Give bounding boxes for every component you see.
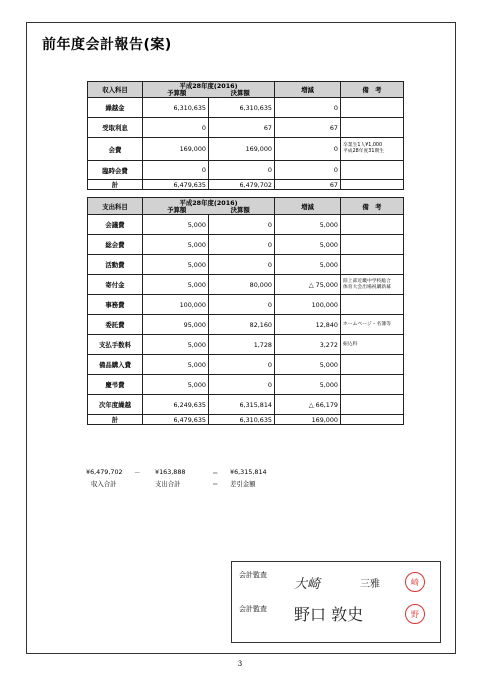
summary-equals-2: ＝ (212, 480, 219, 488)
income-total-budget: 6,479,635 (143, 180, 209, 190)
income-cell-diff: 0 (275, 161, 341, 180)
income-cell-budget: 0 (143, 118, 209, 138)
expense-cell-diff: 3,272 (275, 335, 341, 355)
expense-cell-item: 慶弔費 (88, 375, 143, 395)
expense-cell-diff: 5,000 (275, 255, 341, 275)
summary-expense-value: ¥163,888 (155, 468, 186, 476)
income-cell-settlement: 6,310,635 (209, 98, 275, 118)
expense-cell-note (341, 295, 404, 315)
signature-1-surname: 大崎 (294, 577, 321, 592)
expense-cell-note: ホームページ・名簿等 (341, 315, 404, 335)
expense-cell-diff: △ 66,179 (275, 395, 341, 415)
expense-cell-diff: 5,000 (275, 235, 341, 255)
expense-cell-item: 活動費 (88, 255, 143, 275)
expense-row (88, 355, 404, 375)
income-row (88, 118, 404, 138)
signature-1-given: 三雅 (360, 579, 380, 590)
income-cell-settlement: 169,000 (209, 138, 275, 161)
income-cell-note (341, 161, 404, 180)
summary-balance-label: 差引金額 (230, 480, 256, 488)
expense-total-note (341, 415, 404, 425)
expense-cell-note (341, 355, 404, 375)
income-header-year-label: 平成28年度(2016) (179, 82, 238, 90)
expense-cell-settlement: 0 (209, 235, 275, 255)
expense-cell-note (341, 255, 404, 275)
income-cell-diff: 0 (275, 98, 341, 118)
income-cell-note (341, 118, 404, 138)
expense-total-row (88, 415, 404, 425)
expense-header-settlement: 決算額 (230, 205, 250, 214)
income-row (88, 161, 404, 180)
expense-cell-note (341, 215, 404, 235)
expense-header-item: 支出科目 (88, 198, 143, 215)
expense-row (88, 295, 404, 315)
income-cell-settlement: 67 (209, 118, 275, 138)
income-cell-item: 受取利息 (88, 118, 143, 138)
income-row (88, 98, 404, 118)
signature-2: 野口 敦史 (294, 605, 364, 624)
expense-row (88, 215, 404, 235)
expense-cell-settlement: 0 (209, 255, 275, 275)
summary-expense-label: 支出合計 (155, 480, 181, 488)
expense-cell-note (341, 395, 404, 415)
income-header-diff: 増減 (275, 82, 341, 98)
income-total-diff: 67 (275, 180, 341, 190)
expense-cell-settlement: 0 (209, 355, 275, 375)
expense-cell-diff: 5,000 (275, 215, 341, 235)
summary-minus: － (134, 469, 141, 477)
expense-header-budget: 予算額 (167, 205, 187, 214)
expense-row (88, 375, 404, 395)
income-total-row (88, 180, 404, 190)
income-cell-note: 卒業生1人¥1,000 平成28年度31期生 (341, 138, 404, 161)
expense-cell-budget: 5,000 (143, 275, 209, 295)
seal-2: 野 (405, 604, 425, 624)
income-cell-budget: 0 (143, 161, 209, 180)
summary-income-value: ¥6,479,702 (86, 468, 123, 476)
expense-cell-budget: 95,000 (143, 315, 209, 335)
income-cell-diff: 0 (275, 138, 341, 161)
expense-cell-budget: 100,000 (143, 295, 209, 315)
income-table (87, 81, 404, 190)
expense-cell-settlement: 0 (209, 375, 275, 395)
expense-header-year (143, 198, 275, 215)
expense-cell-note: 陸上部近畿中学校総合 体育大会出場祝購新幕 (341, 275, 404, 295)
expense-cell-settlement: 0 (209, 215, 275, 235)
audit-label-1: 会計監査 (239, 571, 267, 579)
expense-total-budget: 6,479,635 (143, 415, 209, 425)
income-row (88, 138, 404, 161)
audit-box (231, 561, 441, 643)
expense-row (88, 395, 404, 415)
expense-cell-budget: 5,000 (143, 375, 209, 395)
income-header-year (143, 82, 275, 98)
income-header-settlement: 決算額 (230, 89, 250, 97)
expense-cell-item: 会議費 (88, 215, 143, 235)
income-cell-settlement: 0 (209, 161, 275, 180)
expense-header-year-label: 平成28年度(2016) (179, 198, 238, 207)
expense-table (87, 197, 404, 425)
income-cell-item: 繰越金 (88, 98, 143, 118)
expense-cell-note: 振込料 (341, 335, 404, 355)
expense-cell-diff: 12,840 (275, 315, 341, 335)
expense-cell-item: 支払手数料 (88, 335, 143, 355)
summary-income-label: 収入合計 (91, 480, 117, 488)
expense-cell-budget: 5,000 (143, 335, 209, 355)
income-cell-item: 臨時会費 (88, 161, 143, 180)
expense-total-diff: 169,000 (275, 415, 341, 425)
income-cell-budget: 169,000 (143, 138, 209, 161)
expense-total-item: 計 (88, 415, 143, 425)
summary-balance-value: ¥6,315,814 (230, 468, 267, 476)
expense-cell-item: 委託費 (88, 315, 143, 335)
expense-row (88, 235, 404, 255)
expense-row (88, 335, 404, 355)
income-cell-budget: 6,310,635 (143, 98, 209, 118)
income-cell-note (341, 98, 404, 118)
income-header-item: 収入科目 (88, 82, 143, 98)
expense-row (88, 315, 404, 335)
expense-cell-item: 総会費 (88, 235, 143, 255)
audit-label-2: 会計監査 (239, 605, 267, 613)
expense-cell-item: 次年度繰越 (88, 395, 143, 415)
income-total-item: 計 (88, 180, 143, 190)
expense-cell-budget: 5,000 (143, 355, 209, 375)
expense-cell-budget: 6,249,635 (143, 395, 209, 415)
expense-cell-item: 寄付金 (88, 275, 143, 295)
expense-cell-item: 事務費 (88, 295, 143, 315)
expense-header-diff: 増減 (275, 198, 341, 215)
income-cell-item: 会費 (88, 138, 143, 161)
expense-cell-settlement: 80,000 (209, 275, 275, 295)
expense-cell-diff: △ 75,000 (275, 275, 341, 295)
income-total-note (341, 180, 404, 190)
expense-cell-settlement: 82,160 (209, 315, 275, 335)
expense-cell-settlement: 0 (209, 295, 275, 315)
expense-cell-budget: 5,000 (143, 255, 209, 275)
expense-cell-diff: 5,000 (275, 375, 341, 395)
page-number: 3 (237, 660, 243, 668)
summary-equals: ＝ (212, 469, 219, 477)
expense-row (88, 275, 404, 295)
income-cell-diff: 67 (275, 118, 341, 138)
expense-cell-note (341, 375, 404, 395)
expense-cell-settlement: 1,728 (209, 335, 275, 355)
expense-header-note: 備 考 (341, 198, 404, 215)
expense-cell-diff: 5,000 (275, 355, 341, 375)
expense-cell-diff: 100,000 (275, 295, 341, 315)
income-header-budget: 予算額 (167, 89, 187, 97)
expense-total-settlement: 6,310,635 (209, 415, 275, 425)
page-title: 前年度会計報告(案) (42, 37, 172, 53)
income-header-note: 備 考 (341, 82, 404, 98)
expense-cell-settlement: 6,315,814 (209, 395, 275, 415)
expense-row (88, 255, 404, 275)
seal-1: 崎 (405, 572, 425, 592)
expense-cell-item: 備品購入費 (88, 355, 143, 375)
expense-cell-note (341, 235, 404, 255)
expense-cell-budget: 5,000 (143, 215, 209, 235)
expense-cell-budget: 5,000 (143, 235, 209, 255)
income-total-settlement: 6,479,702 (209, 180, 275, 190)
